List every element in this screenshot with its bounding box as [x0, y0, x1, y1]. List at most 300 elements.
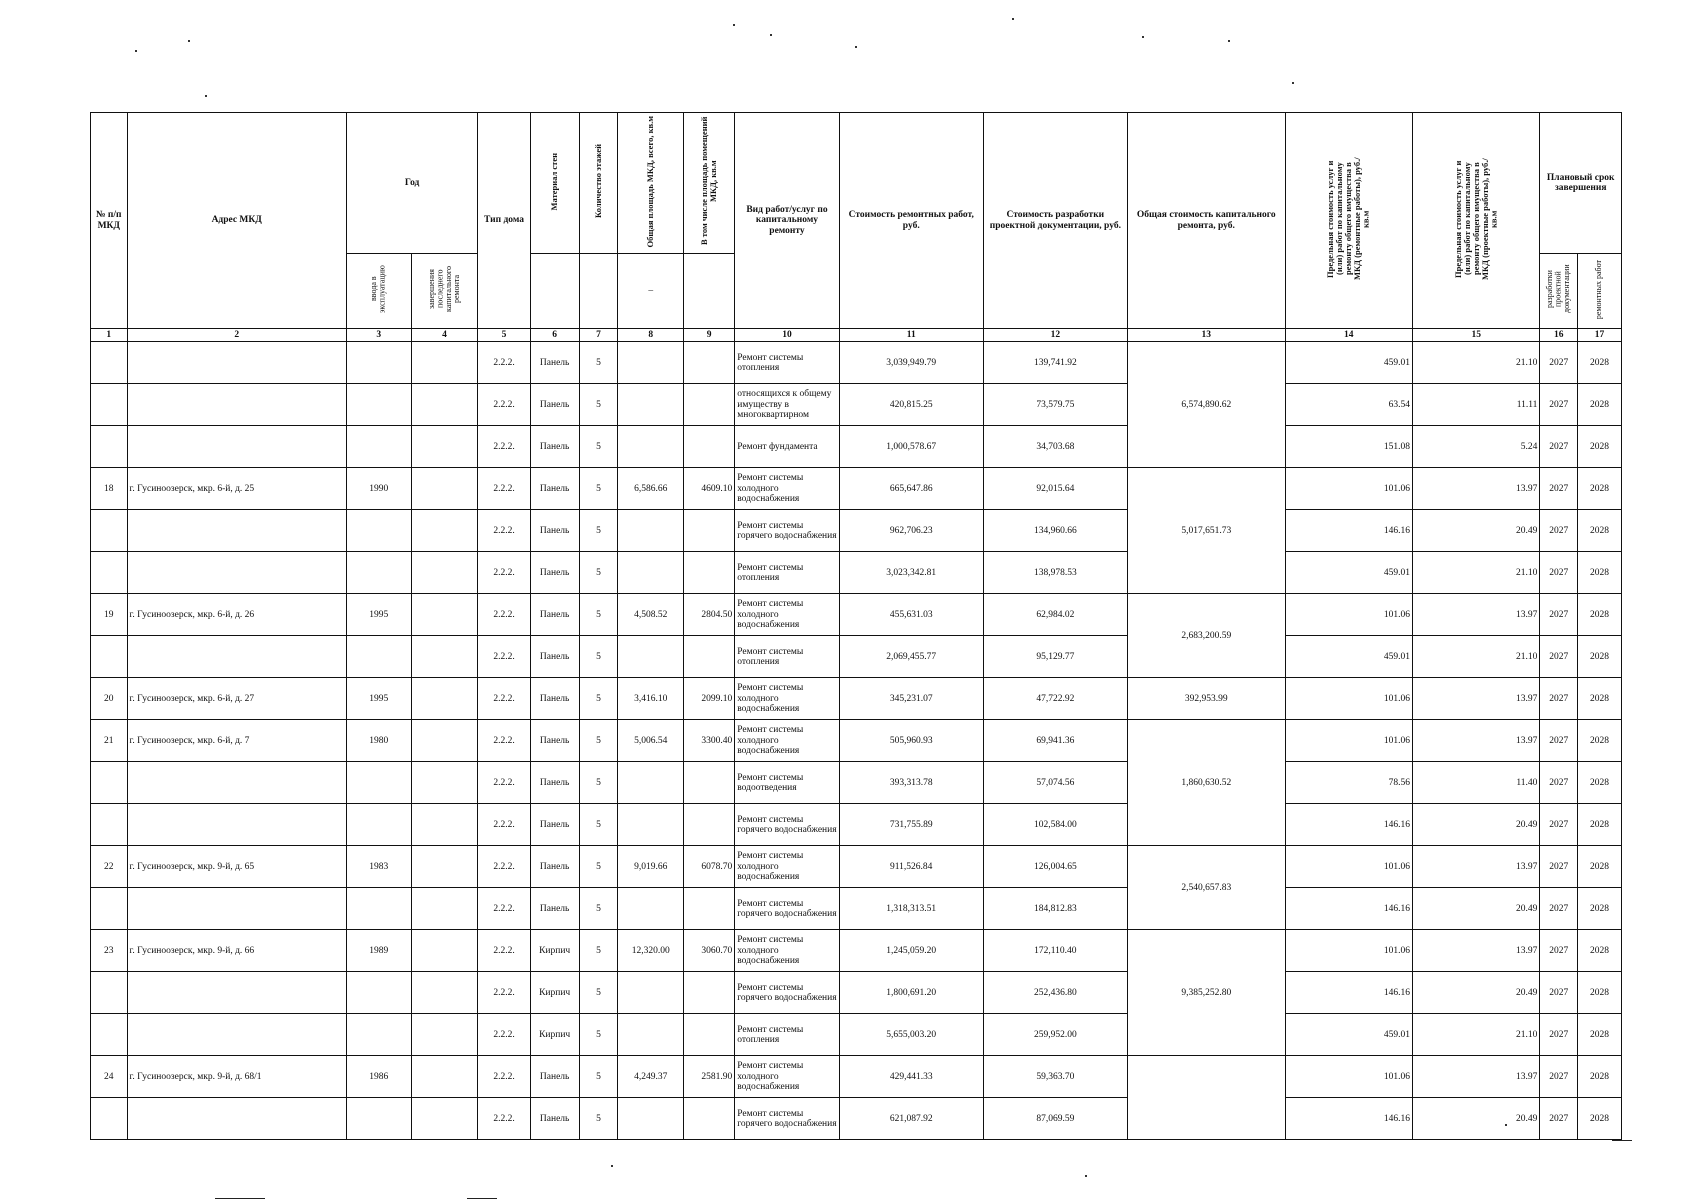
last-repair-year	[411, 720, 478, 762]
table-row	[91, 846, 1622, 888]
register-sheet	[90, 112, 1622, 1140]
commission-year	[346, 384, 411, 426]
design-cost: 47,722.92	[983, 678, 1127, 720]
col-number-header: № п/п МКД	[91, 113, 128, 329]
total-area	[618, 510, 684, 552]
column-number-12: 12	[983, 329, 1127, 342]
repair-deadline: 2028	[1578, 636, 1622, 678]
col9-sub	[684, 254, 735, 329]
floors: 5	[579, 1098, 618, 1140]
repair-cost: 3,023,342.81	[839, 552, 983, 594]
repair-deadline: 2028	[1578, 594, 1622, 636]
repair-cost: 911,526.84	[839, 846, 983, 888]
house-type: 2.2.2.	[478, 636, 530, 678]
total-area	[618, 342, 684, 384]
mkd-number: 20	[91, 678, 128, 720]
col-repair-deadline-header: ремонтных работ	[1594, 259, 1604, 319]
design-cost: 95,129.77	[983, 636, 1127, 678]
total-area: 6,586.66	[618, 468, 684, 510]
commission-year: 1986	[346, 1056, 411, 1098]
last-repair-year	[411, 1098, 478, 1140]
mkd-number	[91, 342, 128, 384]
floors: 5	[579, 384, 618, 426]
house-type: 2.2.2.	[478, 930, 530, 972]
commission-year: 1983	[346, 846, 411, 888]
last-repair-year	[411, 384, 478, 426]
table-row	[91, 426, 1622, 468]
design-deadline: 2027	[1540, 678, 1578, 720]
work-type: Ремонт системы холодного водоснабжения	[735, 468, 839, 510]
house-type: 2.2.2.	[478, 888, 530, 930]
commission-year	[346, 636, 411, 678]
wall-material: Панель	[530, 636, 579, 678]
limit-design-cost: 13.97	[1413, 720, 1540, 762]
limit-design-cost: 13.97	[1413, 930, 1540, 972]
mkd-number	[91, 888, 128, 930]
wall-material: Панель	[530, 510, 579, 552]
house-type: 2.2.2.	[478, 1056, 530, 1098]
repair-cost: 5,655,003.20	[839, 1014, 983, 1056]
design-deadline: 2027	[1540, 342, 1578, 384]
limit-repair-cost: 101.06	[1285, 594, 1412, 636]
commission-year	[346, 762, 411, 804]
work-type: Ремонт системы отопления	[735, 636, 839, 678]
house-type: 2.2.2.	[478, 972, 530, 1014]
commission-year	[346, 804, 411, 846]
last-repair-year	[411, 972, 478, 1014]
wall-material: Панель	[530, 678, 579, 720]
total-cost: 1,860,630.52	[1127, 720, 1285, 846]
premises-area	[684, 342, 735, 384]
mkd-address	[127, 552, 346, 594]
floors: 5	[579, 552, 618, 594]
limit-design-cost: 21.10	[1413, 552, 1540, 594]
repair-cost: 621,087.92	[839, 1098, 983, 1140]
commission-year	[346, 552, 411, 594]
mkd-address	[127, 426, 346, 468]
total-area: 4,249.37	[618, 1056, 684, 1098]
design-cost: 59,363.70	[983, 1056, 1127, 1098]
limit-repair-cost: 459.01	[1285, 636, 1412, 678]
mkd-number: 19	[91, 594, 128, 636]
repair-deadline: 2028	[1578, 426, 1622, 468]
col-limit-design-header: Предельная стоимость услуг и (или) работ по капитальному ремонту общего имущества в МКД (проектные работы), руб./кв.м	[1452, 157, 1499, 280]
floors: 5	[579, 426, 618, 468]
last-repair-year	[411, 552, 478, 594]
limit-design-cost: 5.24	[1413, 426, 1540, 468]
design-deadline: 2027	[1540, 972, 1578, 1014]
design-deadline: 2027	[1540, 552, 1578, 594]
design-deadline: 2027	[1540, 888, 1578, 930]
floors: 5	[579, 804, 618, 846]
work-type: относящихся к общему имуществу в многоквартирном	[735, 384, 839, 426]
repair-cost: 3,039,949.79	[839, 342, 983, 384]
table-row	[91, 930, 1622, 972]
total-area	[618, 888, 684, 930]
col-floors-header: Количество этажей	[593, 144, 604, 219]
table-row	[91, 552, 1622, 594]
house-type: 2.2.2.	[478, 384, 530, 426]
house-type: 2.2.2.	[478, 804, 530, 846]
mkd-address	[127, 636, 346, 678]
premises-area: 3060.70	[684, 930, 735, 972]
limit-design-cost: 20.49	[1413, 804, 1540, 846]
limit-design-cost: 13.97	[1413, 468, 1540, 510]
total-cost: 392,953.99	[1127, 678, 1285, 720]
total-area	[618, 972, 684, 1014]
repair-cost: 393,313.78	[839, 762, 983, 804]
column-number-17: 17	[1578, 329, 1622, 342]
total-cost: 6,574,890.62	[1127, 342, 1285, 468]
repair-deadline: 2028	[1578, 1098, 1622, 1140]
repair-cost: 1,000,578.67	[839, 426, 983, 468]
house-type: 2.2.2.	[478, 1014, 530, 1056]
last-repair-year	[411, 1056, 478, 1098]
last-repair-year	[411, 888, 478, 930]
table-row	[91, 720, 1622, 762]
limit-repair-cost: 459.01	[1285, 342, 1412, 384]
column-number-6: 6	[530, 329, 579, 342]
wall-material: Кирпич	[530, 972, 579, 1014]
wall-material: Панель	[530, 762, 579, 804]
design-cost: 92,015.64	[983, 468, 1127, 510]
wall-material: Панель	[530, 1056, 579, 1098]
repair-deadline: 2028	[1578, 930, 1622, 972]
total-cost: 2,540,657.83	[1127, 846, 1285, 930]
limit-design-cost: 21.10	[1413, 1014, 1540, 1056]
limit-design-cost: 13.97	[1413, 846, 1540, 888]
column-number-row	[91, 329, 1622, 342]
col6-sub	[530, 254, 579, 329]
work-type: Ремонт системы холодного водоснабжения	[735, 678, 839, 720]
premises-area: 6078.70	[684, 846, 735, 888]
repair-deadline: 2028	[1578, 804, 1622, 846]
limit-repair-cost: 146.16	[1285, 510, 1412, 552]
last-repair-year	[411, 594, 478, 636]
work-type: Ремонт системы горячего водоснабжения	[735, 888, 839, 930]
col-total-area-header: Общая площадь МКД, всего, кв.м	[645, 115, 656, 247]
house-type: 2.2.2.	[478, 552, 530, 594]
design-deadline: 2027	[1540, 1098, 1578, 1140]
total-area: 4,508.52	[618, 594, 684, 636]
wall-material: Панель	[530, 468, 579, 510]
total-area: 12,320.00	[618, 930, 684, 972]
design-cost: 62,984.02	[983, 594, 1127, 636]
mkd-number	[91, 762, 128, 804]
premises-area: 2099.10	[684, 678, 735, 720]
design-deadline: 2027	[1540, 1056, 1578, 1098]
column-number-2: 2	[127, 329, 346, 342]
design-cost: 73,579.75	[983, 384, 1127, 426]
repair-deadline: 2028	[1578, 552, 1622, 594]
header-row-main	[91, 113, 1622, 254]
design-deadline: 2027	[1540, 468, 1578, 510]
repair-deadline: 2028	[1578, 678, 1622, 720]
last-repair-year	[411, 342, 478, 384]
column-number-5: 5	[478, 329, 530, 342]
premises-area	[684, 762, 735, 804]
col-limit-repair-header: Предельная стоимость услуг и (или) работ по капитальному ремонту общего имущества в МКД (ремонтные работы), руб./кв.м	[1325, 157, 1372, 281]
limit-repair-cost: 146.16	[1285, 804, 1412, 846]
repair-cost: 665,647.86	[839, 468, 983, 510]
col-house-type-header: Тип дома	[478, 113, 530, 329]
design-cost: 57,074.56	[983, 762, 1127, 804]
limit-design-cost: 13.97	[1413, 594, 1540, 636]
wall-material: Панель	[530, 594, 579, 636]
repair-cost: 505,960.93	[839, 720, 983, 762]
wall-material: Панель	[530, 426, 579, 468]
repair-deadline: 2028	[1578, 1014, 1622, 1056]
limit-repair-cost: 63.54	[1285, 384, 1412, 426]
last-repair-year	[411, 468, 478, 510]
total-area	[618, 1014, 684, 1056]
mkd-address	[127, 804, 346, 846]
design-cost: 87,069.59	[983, 1098, 1127, 1140]
design-deadline: 2027	[1540, 846, 1578, 888]
limit-design-cost: 11.11	[1413, 384, 1540, 426]
work-type: Ремонт системы отопления	[735, 552, 839, 594]
mkd-number: 24	[91, 1056, 128, 1098]
wall-material: Кирпич	[530, 1014, 579, 1056]
total-area: 5,006.54	[618, 720, 684, 762]
total-area	[618, 1098, 684, 1140]
work-type: Ремонт системы горячего водоснабжения	[735, 804, 839, 846]
design-cost: 184,812.83	[983, 888, 1127, 930]
house-type: 2.2.2.	[478, 426, 530, 468]
design-cost: 102,584.00	[983, 804, 1127, 846]
floors: 5	[579, 510, 618, 552]
limit-design-cost: 11.40	[1413, 762, 1540, 804]
premises-area	[684, 804, 735, 846]
total-cost	[1127, 1056, 1285, 1140]
mkd-number	[91, 552, 128, 594]
wall-material: Панель	[530, 552, 579, 594]
last-repair-year	[411, 1014, 478, 1056]
limit-design-cost: 20.49	[1413, 888, 1540, 930]
commission-year: 1989	[346, 930, 411, 972]
limit-repair-cost: 151.08	[1285, 426, 1412, 468]
design-deadline: 2027	[1540, 930, 1578, 972]
column-number-13: 13	[1127, 329, 1285, 342]
repair-cost: 731,755.89	[839, 804, 983, 846]
mkd-address	[127, 972, 346, 1014]
design-cost: 252,436.80	[983, 972, 1127, 1014]
limit-repair-cost: 101.06	[1285, 1056, 1412, 1098]
table-row	[91, 1056, 1622, 1098]
commission-year: 1995	[346, 678, 411, 720]
col8-sub: –	[618, 254, 684, 329]
premises-area	[684, 552, 735, 594]
work-type: Ремонт системы водоотведения	[735, 762, 839, 804]
col-wall-material-header: Материал стен	[549, 152, 560, 211]
repair-deadline: 2028	[1578, 972, 1622, 1014]
table-row	[91, 636, 1622, 678]
design-deadline: 2027	[1540, 594, 1578, 636]
mkd-address: г. Гусиноозерск, мкр. 6-й, д. 26	[127, 594, 346, 636]
table-row	[91, 510, 1622, 552]
table-row	[91, 468, 1622, 510]
mkd-number	[91, 1014, 128, 1056]
commission-year	[346, 510, 411, 552]
design-deadline: 2027	[1540, 804, 1578, 846]
premises-area: 3300.40	[684, 720, 735, 762]
col-design-deadline-header: разработки проектной документации	[1545, 264, 1571, 314]
last-repair-year	[411, 804, 478, 846]
last-repair-year	[411, 678, 478, 720]
column-number-3: 3	[346, 329, 411, 342]
premises-area: 2804.50	[684, 594, 735, 636]
design-deadline: 2027	[1540, 426, 1578, 468]
wall-material: Панель	[530, 888, 579, 930]
mkd-address: г. Гусиноозерск, мкр. 6-й, д. 25	[127, 468, 346, 510]
floors: 5	[579, 930, 618, 972]
floors: 5	[579, 762, 618, 804]
premises-area: 4609.10	[684, 468, 735, 510]
floors: 5	[579, 678, 618, 720]
design-cost: 69,941.36	[983, 720, 1127, 762]
floors: 5	[579, 720, 618, 762]
floors: 5	[579, 1056, 618, 1098]
wall-material: Панель	[530, 804, 579, 846]
column-number-8: 8	[618, 329, 684, 342]
total-area	[618, 426, 684, 468]
limit-design-cost: 20.49	[1413, 510, 1540, 552]
work-type: Ремонт системы горячего водоснабжения	[735, 972, 839, 1014]
repair-cost: 2,069,455.77	[839, 636, 983, 678]
mkd-number: 21	[91, 720, 128, 762]
column-number-7: 7	[579, 329, 618, 342]
repair-deadline: 2028	[1578, 1056, 1622, 1098]
repair-cost: 1,800,691.20	[839, 972, 983, 1014]
mkd-number	[91, 426, 128, 468]
last-repair-year	[411, 762, 478, 804]
limit-repair-cost: 101.06	[1285, 846, 1412, 888]
repair-cost: 1,318,313.51	[839, 888, 983, 930]
design-deadline: 2027	[1540, 720, 1578, 762]
design-deadline: 2027	[1540, 636, 1578, 678]
design-cost: 34,703.68	[983, 426, 1127, 468]
commission-year: 1980	[346, 720, 411, 762]
repair-deadline: 2028	[1578, 342, 1622, 384]
mkd-address	[127, 762, 346, 804]
col-commission-year-header: ввода в эксплуатацию	[369, 265, 387, 314]
wall-material: Панель	[530, 720, 579, 762]
limit-design-cost: 21.10	[1413, 636, 1540, 678]
table-row	[91, 1098, 1622, 1140]
design-deadline: 2027	[1540, 510, 1578, 552]
commission-year	[346, 972, 411, 1014]
design-cost: 172,110.40	[983, 930, 1127, 972]
house-type: 2.2.2.	[478, 342, 530, 384]
work-type: Ремонт системы отопления	[735, 342, 839, 384]
repair-deadline: 2028	[1578, 846, 1622, 888]
limit-repair-cost: 459.01	[1285, 1014, 1412, 1056]
column-number-15: 15	[1413, 329, 1540, 342]
total-area	[618, 552, 684, 594]
commission-year: 1995	[346, 594, 411, 636]
col-address-header: Адрес МКД	[127, 113, 346, 329]
repair-deadline: 2028	[1578, 384, 1622, 426]
work-type: Ремонт системы горячего водоснабжения	[735, 1098, 839, 1140]
mkd-number	[91, 804, 128, 846]
premises-area	[684, 1098, 735, 1140]
work-type: Ремонт системы холодного водоснабжения	[735, 720, 839, 762]
table-row	[91, 972, 1622, 1014]
mkd-number	[91, 972, 128, 1014]
col-plan-header: Плановый срок завершения	[1540, 113, 1622, 254]
work-type: Ремонт фундамента	[735, 426, 839, 468]
house-type: 2.2.2.	[478, 720, 530, 762]
mkd-number	[91, 1098, 128, 1140]
mkd-address: г. Гусиноозерск, мкр. 9-й, д. 68/1	[127, 1056, 346, 1098]
mkd-number	[91, 510, 128, 552]
wall-material: Панель	[530, 342, 579, 384]
column-number-4: 4	[411, 329, 478, 342]
design-deadline: 2027	[1540, 762, 1578, 804]
floors: 5	[579, 888, 618, 930]
house-type: 2.2.2.	[478, 510, 530, 552]
work-type: Ремонт системы холодного водоснабжения	[735, 846, 839, 888]
design-cost: 134,960.66	[983, 510, 1127, 552]
mkd-address	[127, 888, 346, 930]
mkd-address: г. Гусиноозерск, мкр. 9-й, д. 65	[127, 846, 346, 888]
floors: 5	[579, 636, 618, 678]
mkd-address	[127, 1014, 346, 1056]
work-type: Ремонт системы холодного водоснабжения	[735, 594, 839, 636]
total-cost: 5,017,651.73	[1127, 468, 1285, 594]
commission-year	[346, 888, 411, 930]
repair-deadline: 2028	[1578, 468, 1622, 510]
column-number-10: 10	[735, 329, 839, 342]
house-type: 2.2.2.	[478, 1098, 530, 1140]
floors: 5	[579, 846, 618, 888]
table-row	[91, 762, 1622, 804]
commission-year	[346, 1098, 411, 1140]
col-total-cost-header: Общая стоимость капитального ремонта, руб.	[1127, 113, 1285, 329]
total-area	[618, 804, 684, 846]
premises-area	[684, 510, 735, 552]
mkd-number: 22	[91, 846, 128, 888]
table-row	[91, 342, 1622, 384]
table-row	[91, 888, 1622, 930]
floors: 5	[579, 1014, 618, 1056]
col-work-type-header: Вид работ/услуг по капитальному ремонту	[735, 113, 839, 329]
last-repair-year	[411, 510, 478, 552]
limit-repair-cost: 101.06	[1285, 678, 1412, 720]
floors: 5	[579, 972, 618, 1014]
col-last-repair-year-header: завершения последнего капитального ремонта	[426, 266, 461, 313]
capital-repair-table	[90, 112, 1622, 1140]
total-area	[618, 636, 684, 678]
wall-material: Кирпич	[530, 930, 579, 972]
mkd-address: г. Гусиноозерск, мкр. 6-й, д. 27	[127, 678, 346, 720]
limit-repair-cost: 78.56	[1285, 762, 1412, 804]
premises-area	[684, 888, 735, 930]
column-number-9: 9	[684, 329, 735, 342]
wall-material: Панель	[530, 846, 579, 888]
mkd-address: г. Гусиноозерск, мкр. 9-й, д. 66	[127, 930, 346, 972]
total-area	[618, 384, 684, 426]
premises-area	[684, 972, 735, 1014]
last-repair-year	[411, 636, 478, 678]
table-row	[91, 678, 1622, 720]
commission-year: 1990	[346, 468, 411, 510]
col-premises-area-header: В том числе площадь помещений МКД, кв.м	[699, 117, 719, 246]
house-type: 2.2.2.	[478, 678, 530, 720]
premises-area: 2581.90	[684, 1056, 735, 1098]
repair-cost: 420,815.25	[839, 384, 983, 426]
design-cost: 126,004.65	[983, 846, 1127, 888]
